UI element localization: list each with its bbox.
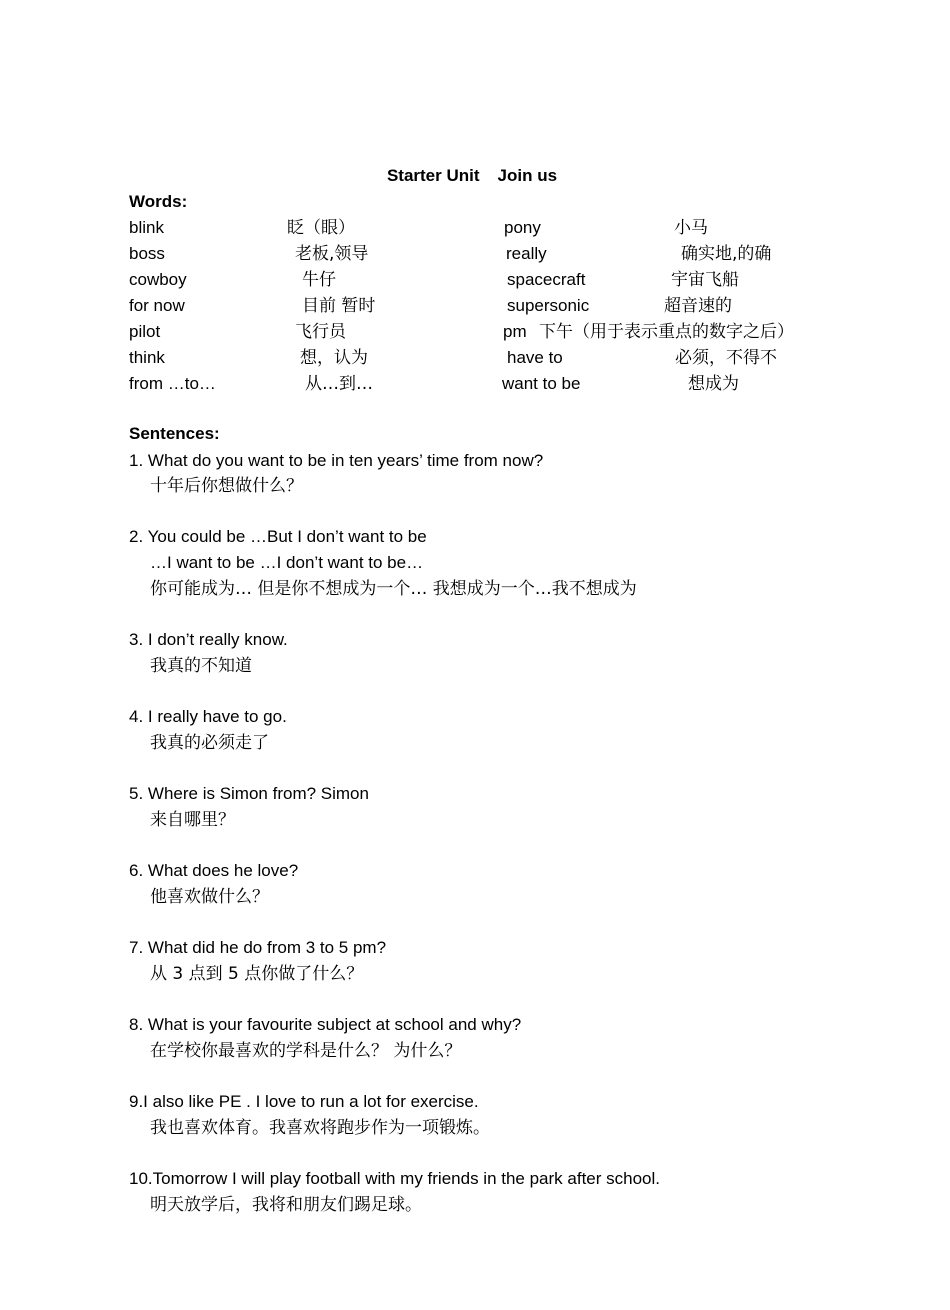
sentence-zh: 明天放学后，我将和朋友们踢足球。 xyxy=(150,1195,422,1215)
word-zh: 小马 xyxy=(674,218,708,238)
word-en: cowboy xyxy=(129,270,187,289)
sentence-en-continued: …I want to be …I don’t want to be… xyxy=(150,553,424,572)
sentences-heading: Sentences: xyxy=(129,424,220,443)
sentence-zh: 我真的不知道 xyxy=(150,656,252,676)
sentence-en: 1. What do you want to be in ten years’ time from now? xyxy=(129,451,544,470)
sentence-en: 9.I also like PE . I love to run a lot for exercise. xyxy=(129,1092,479,1111)
word-zh: 老板,领导 xyxy=(295,244,369,264)
word-en: pony xyxy=(504,218,541,237)
sentence-en: 3. I don’t really know. xyxy=(129,630,288,649)
word-en: supersonic xyxy=(507,296,590,315)
word-zh: 想成为 xyxy=(688,374,739,394)
sentence-en: 2. You could be …But I don’t want to be xyxy=(129,527,427,546)
word-en: from …to… xyxy=(129,374,216,393)
word-zh: 飞行员 xyxy=(295,322,346,342)
unit-label: Starter Unit xyxy=(386,166,480,185)
word-en: spacecraft xyxy=(507,270,586,289)
sentence-zh: 我真的必须走了 xyxy=(150,733,269,753)
word-zh: 超音速的 xyxy=(664,296,732,316)
word-en: have to xyxy=(507,348,563,367)
word-en: boss xyxy=(129,244,165,263)
sentence-en: 5. Where is Simon from? Simon xyxy=(129,784,369,803)
word-zh: 从…到… xyxy=(305,374,373,394)
sentence-en: 7. What did he do from 3 to 5 pm? xyxy=(129,938,387,957)
unit-name: Join us xyxy=(497,166,558,185)
sentence-zh: 我也喜欢体育。我喜欢将跑步作为一项锻炼。 xyxy=(150,1118,490,1138)
word-en: for now xyxy=(129,296,185,315)
word-en: really xyxy=(506,244,547,263)
word-zh: 目前 暂时 xyxy=(302,296,376,316)
word-en: pilot xyxy=(129,322,161,341)
page-title xyxy=(0,165,944,187)
sentence-en: 10.Tomorrow I will play football with my friends in the park after school. xyxy=(129,1169,661,1188)
word-en: think xyxy=(129,348,165,367)
words-heading: Words: xyxy=(129,192,188,211)
word-zh: 宇宙飞船 xyxy=(671,270,739,290)
word-zh: 下午（用于表示重点的数字之后） xyxy=(539,322,794,342)
word-zh: 牛仔 xyxy=(302,270,336,290)
sentence-zh: 他喜欢做什么？ xyxy=(150,887,269,907)
sentence-zh: 十年后你想做什么？ xyxy=(150,476,303,496)
sentence-en: 8. What is your favourite subject at school and why? xyxy=(129,1015,522,1034)
word-zh: 必须，不得不 xyxy=(675,348,777,368)
sentence-zh: 在学校你最喜欢的学科是什么？ 为什么？ xyxy=(150,1041,462,1061)
word-en: want to be xyxy=(502,374,581,393)
word-en: blink xyxy=(129,218,164,237)
sentence-zh: 从 3 点到 5 点你做了什么？ xyxy=(150,964,364,984)
sentence-zh: 你可能成为… 但是你不想成为一个… 我想成为一个…我不想成为 xyxy=(150,579,637,599)
sentence-en: 4. I really have to go. xyxy=(129,707,287,726)
sentence-zh: 来自哪里？ xyxy=(150,810,235,830)
sentence-en: 6. What does he love? xyxy=(129,861,299,880)
word-zh: 确实地,的确 xyxy=(681,244,772,264)
word-zh: 想，认为 xyxy=(300,348,368,368)
word-zh: 眨（眼） xyxy=(287,218,355,238)
word-en: pm xyxy=(503,322,527,341)
